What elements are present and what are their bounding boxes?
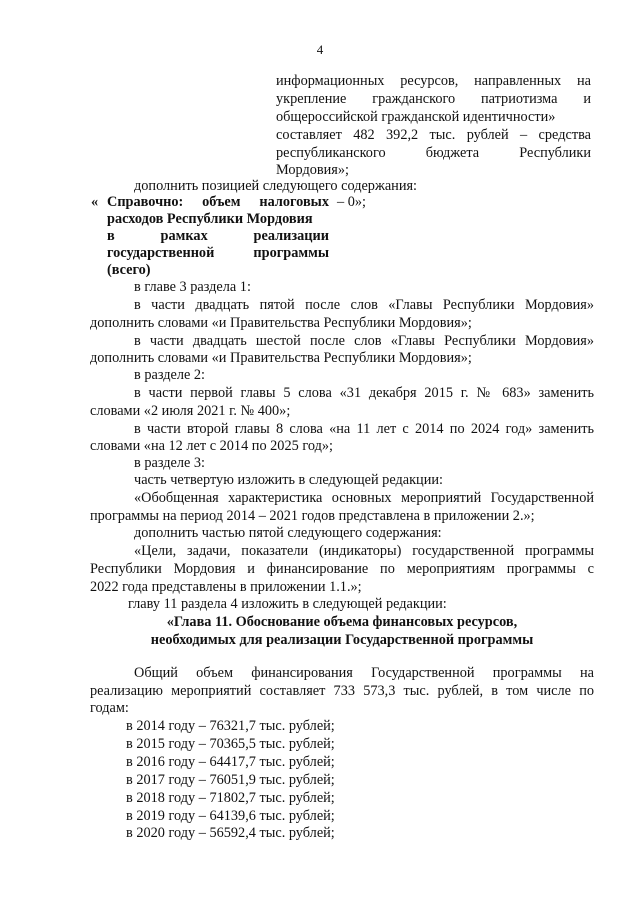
text-line: Республики Мордовия и финансирование по мероприятиям программы с (90, 561, 594, 577)
text-line: дополнить словами «и Правительства Республики Мордовия»; (90, 350, 472, 366)
reference-line: расходов Республики Мордовия (107, 211, 313, 227)
text-line: Общий объем финансирования Государственной программы на (134, 665, 594, 681)
text-line: годам: (90, 700, 129, 716)
reference-value: – 0»; (337, 194, 366, 210)
text-line: общероссийской гражданской идентичности» (276, 109, 556, 125)
chapter-title-line: необходимых для реализации Государственной программы (150, 632, 534, 648)
reference-line: Справочно: объем налоговых (107, 194, 329, 210)
text-line: в разделе 3: (134, 455, 206, 471)
text-line: часть четвертую изложить в следующей редакции: (134, 472, 443, 488)
text-line: «Цели, задачи, показатели (индикаторы) государственной программы (134, 543, 594, 559)
reference-line: (всего) (107, 262, 151, 278)
reference-line: в рамках реализации (107, 228, 329, 244)
year-line: в 2014 году – 76321,7 тыс. рублей; (126, 718, 335, 734)
year-line: в 2017 году – 76051,9 тыс. рублей; (126, 772, 335, 788)
text-line: в части первой главы 5 слова «31 декабря 2015 г. № 683» заменить (134, 385, 594, 401)
year-line: в 2016 году – 64417,7 тыс. рублей; (126, 754, 335, 770)
year-line: в 2015 году – 70365,5 тыс. рублей; (126, 736, 335, 752)
text-line: главу 11 раздела 4 изложить в следующей редакции: (128, 596, 447, 612)
text-line: дополнить частью пятой следующего содержания: (134, 525, 442, 541)
text-line: 2022 года представлены в приложении 1.1.»; (90, 579, 362, 595)
text-line: реализацию мероприятий составляет 733 573,3 тыс. рублей, в том числе по (90, 683, 594, 699)
text-line: словами «2 июля 2021 г. № 400»; (90, 403, 291, 419)
reference-quote-mark: « (91, 194, 99, 210)
text-line: программы на период 2014 – 2021 годов представлена в приложении 2.»; (90, 508, 535, 524)
year-line: в 2018 году – 71802,7 тыс. рублей; (126, 790, 335, 806)
text-line: словами «на 12 лет с 2014 по 2025 год»; (90, 438, 333, 454)
text-line: в разделе 2: (134, 367, 206, 383)
text-line: в части второй главы 8 слова «на 11 лет с 2014 по 2024 год» заменить (134, 421, 594, 437)
text-line: укрепление гражданского патриотизма и (276, 91, 591, 107)
text-line: республиканского бюджета Республики (276, 145, 591, 161)
year-line: в 2019 году – 64139,6 тыс. рублей; (126, 808, 335, 824)
chapter-title-line: «Глава 11. Обоснование объема финансовых ресурсов, (166, 614, 518, 630)
text-line: информационных ресурсов, направленных на (276, 73, 591, 89)
text-line: Мордовия»; (276, 162, 349, 178)
text-line: составляет 482 392,2 тыс. рублей – средства (276, 127, 591, 143)
text-line: «Обобщенная характеристика основных мероприятий Государственной (134, 490, 594, 506)
page-number: 4 (316, 42, 324, 57)
text-line: в части двадцать шестой после слов «Главы Республики Мордовия» (134, 333, 594, 349)
year-line: в 2020 году – 56592,4 тыс. рублей; (126, 825, 335, 841)
text-line: в части двадцать пятой после слов «Главы Республики Мордовия» (134, 297, 594, 313)
text-line: в главе 3 раздела 1: (134, 279, 251, 295)
text-line: дополнить словами «и Правительства Республики Мордовия»; (90, 315, 472, 331)
text-line: дополнить позицией следующего содержания: (134, 178, 418, 194)
reference-line: государственной программы (107, 245, 329, 261)
